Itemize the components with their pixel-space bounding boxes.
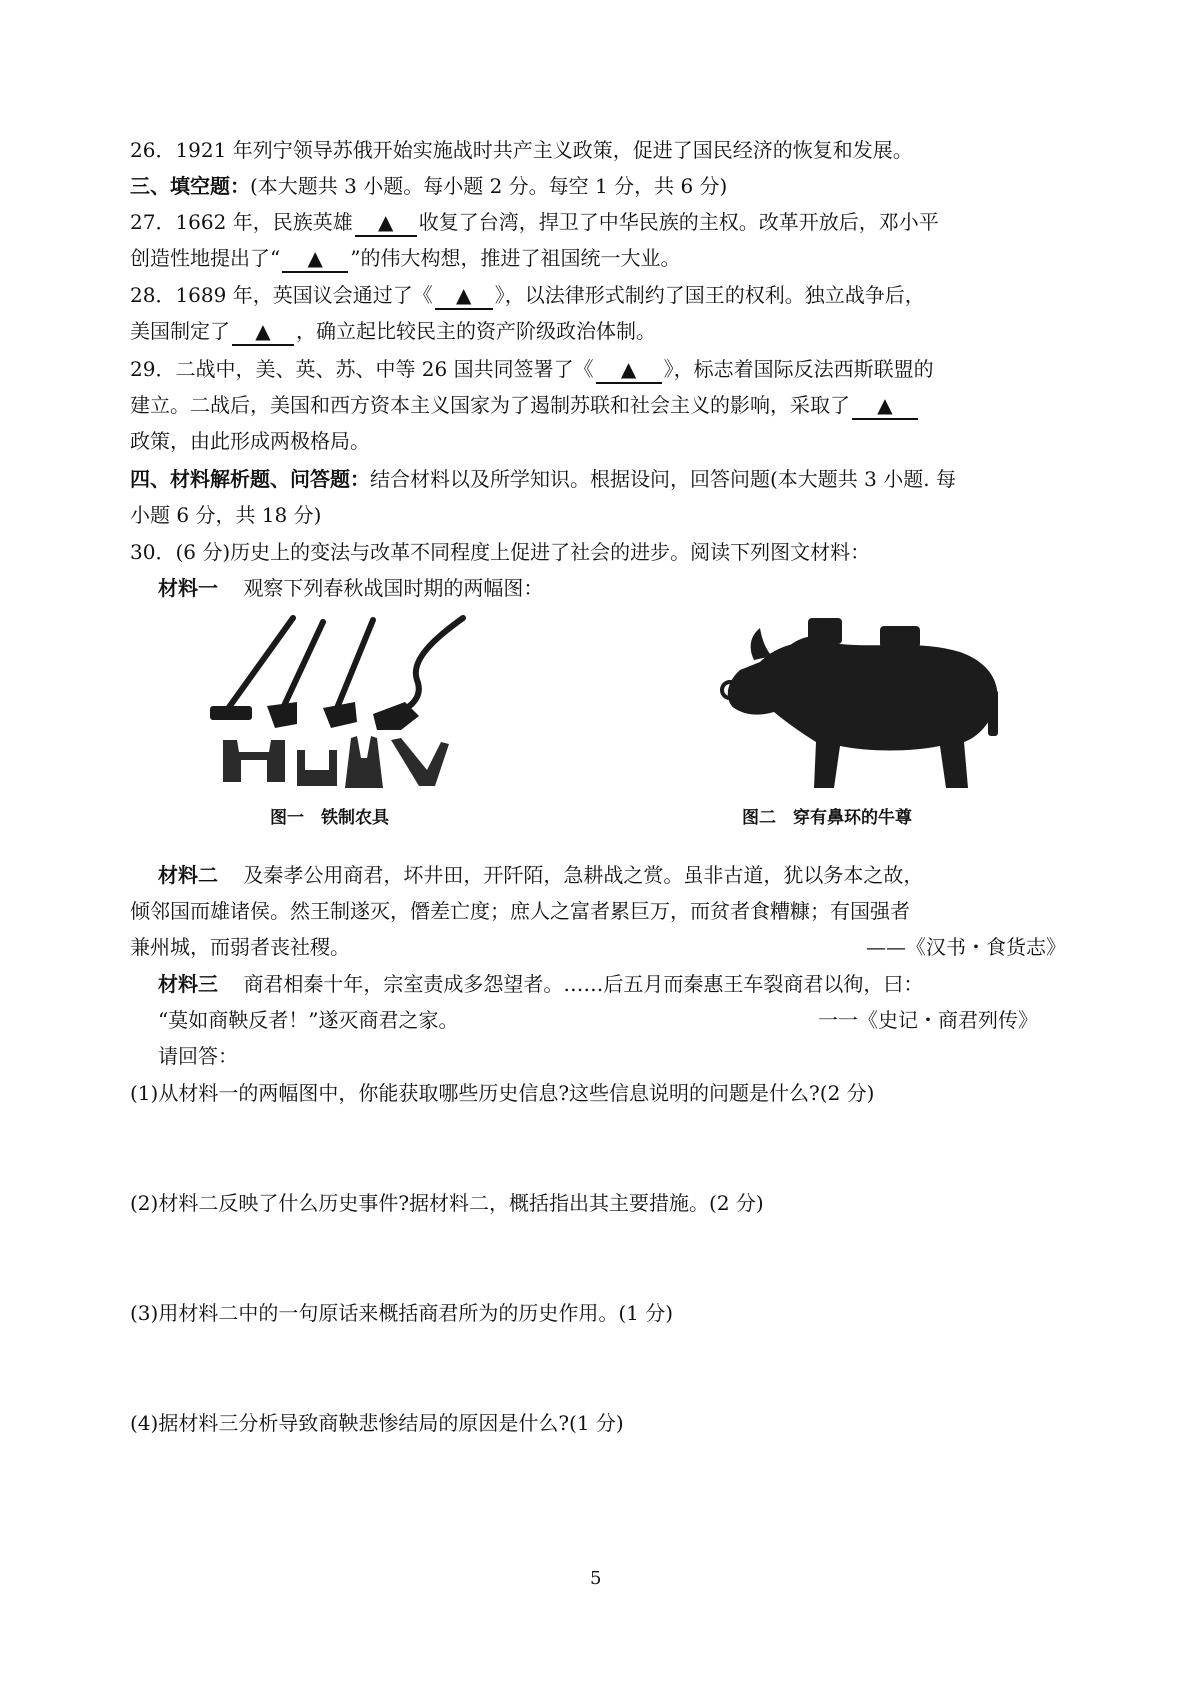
ask-prompt: 请回答： bbox=[158, 1044, 238, 1068]
question-27-line-1: 27．1662 年，民族英雄 ▲ 收复了台湾，捍卫了中华民族的主权。改革开放后，邓小平 bbox=[130, 204, 1070, 240]
page-number: 5 bbox=[590, 1568, 602, 1589]
question-28-line-1: 28．1689 年，英国议会通过了《 ▲ 》，以法律形式制约了国王的权利。独立战争后， bbox=[130, 277, 1070, 313]
sub-question-1: (1)从材料一的两幅图中，你能获取哪些历史信息?这些信息说明的问题是什么?(2 分) bbox=[130, 1081, 875, 1105]
ox-zun-illustration bbox=[720, 612, 1015, 792]
answer-blank[interactable]: ▲ bbox=[282, 245, 348, 273]
question-26: 26．1921 年列宁领导苏俄开始实施战时共产主义政策，促进了国民经济的恢复和发展。 bbox=[130, 138, 913, 162]
question-30-intro: 30．(6 分)历史上的变法与改革不同程度上促进了社会的进步。阅读下列图文材料： bbox=[130, 540, 871, 564]
figure-1-caption: 图一 铁制农具 bbox=[270, 808, 389, 828]
section-note: (本大题共 3 小题。每小题 2 分。每空 1 分，共 6 分) bbox=[250, 174, 728, 198]
sub-question-3: (3)用材料二中的一句原话来概括商君所为的历史作用。(1 分) bbox=[130, 1301, 674, 1325]
section-3-header bbox=[130, 168, 1070, 204]
section-note: 结合材料以及所学知识。根据设问，回答问题(本大题共 3 小题. 每 bbox=[370, 467, 956, 491]
question-28-line-2: 美国制定了 ▲ ，确立起比较民主的资产阶级政治体制。 bbox=[130, 313, 1070, 349]
material-label: 材料一 bbox=[158, 576, 218, 600]
material-label: 材料二 bbox=[158, 863, 218, 887]
material-label: 材料三 bbox=[158, 972, 218, 996]
ox-zun-image bbox=[720, 612, 1015, 792]
answer-blank[interactable]: ▲ bbox=[852, 392, 918, 420]
material-2-line-3: 兼州城，而弱者丧社稷。 bbox=[130, 935, 350, 959]
section-heading: 四、材料解析题、问答题： bbox=[130, 467, 370, 491]
sub-question-4: (4)据材料三分析导致商鞅悲惨结局的原因是什么?(1 分) bbox=[130, 1411, 624, 1435]
material-3-source: 一一《史记・商君列传》 bbox=[818, 1008, 1038, 1032]
material-1: 材料一 观察下列春秋战国时期的两幅图： bbox=[158, 576, 544, 600]
material-2-source: ——《汉书・食货志》 bbox=[866, 935, 1066, 959]
question-29-line-1: 29．二战中，美、英、苏、中等 26 国共同签署了《 ▲ 》，标志着国际反法西斯联盟的 bbox=[130, 351, 1070, 387]
answer-blank[interactable]: ▲ bbox=[596, 356, 662, 384]
figure-2-caption: 图二 穿有鼻环的牛尊 bbox=[742, 808, 912, 828]
question-29-line-2: 建立。二战后，美国和西方资本主义国家为了遏制苏联和社会主义的影响，采取了 ▲ bbox=[130, 387, 1070, 423]
answer-blank[interactable]: ▲ bbox=[355, 209, 417, 237]
question-27-line-2: 创造性地提出了“ ▲ ”的伟大构想，推进了祖国统一大业。 bbox=[130, 240, 1070, 276]
answer-blank[interactable]: ▲ bbox=[435, 282, 493, 310]
material-3-line-2: “莫如商鞅反者！”遂灭商君之家。 bbox=[158, 1008, 459, 1032]
section-heading: 三、填空题： bbox=[130, 174, 250, 198]
question-29-line-3: 政策，由此形成两极格局。 bbox=[130, 429, 370, 453]
material-3-line-1: 材料三 商君相秦十年，宗室责成多怨望者。……后五月而秦惠王车裂商君以徇，曰： bbox=[158, 972, 924, 996]
iron-tools-illustration bbox=[205, 610, 495, 795]
material-2-line-2: 倾邻国而雄诸侯。然王制遂灭，僭差亡度；庶人之富者累巨万，而贫者食糟糠；有国强者 bbox=[130, 899, 910, 923]
sub-question-2: (2)材料二反映了什么历史事件?据材料二，概括指出其主要措施。(2 分) bbox=[130, 1191, 764, 1215]
answer-blank[interactable]: ▲ bbox=[232, 318, 294, 346]
iron-tools-image bbox=[205, 610, 495, 795]
material-2-line-1: 材料二 及秦孝公用商君，坏井田，开阡陌，急耕战之赏。虽非古道，犹以务本之故， bbox=[158, 863, 924, 887]
section-4-header bbox=[130, 461, 1070, 497]
section-4-note-cont: 小题 6 分，共 18 分) bbox=[130, 503, 322, 527]
